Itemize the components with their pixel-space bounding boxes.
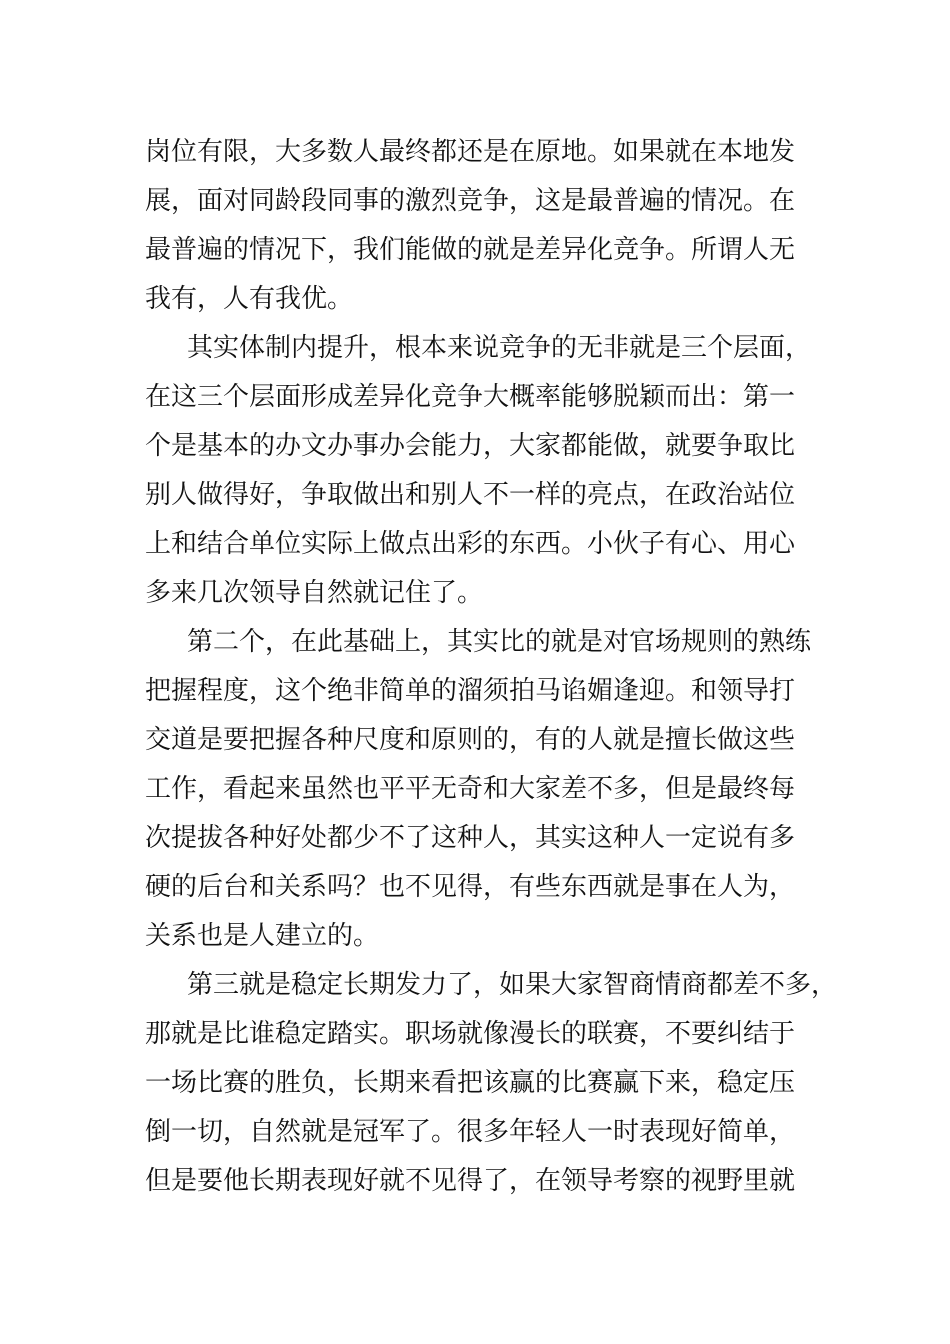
text-line: 工作，看起来虽然也平平无奇和大家差不多，但是最终每 (145, 774, 796, 804)
text-line: 展，面对同龄段同事的激烈竞争，这是最普遍的情况。在 (145, 186, 796, 216)
text-line: 最普遍的情况下，我们能做的就是差异化竞争。所谓人无 (145, 235, 796, 265)
text-line: 上和结合单位实际上做点出彩的东西。小伙子有心、用心 (145, 529, 796, 559)
text-line: 次提拔各种好处都少不了这种人，其实这种人一定说有多 (145, 823, 796, 853)
document-body (145, 128, 838, 1206)
text-line: 但是要他长期表现好就不见得了，在领导考察的视野里就 (145, 1166, 796, 1196)
text-line: 第二个，在此基础上，其实比的就是对官场规则的熟练 (187, 627, 812, 657)
text-line: 在这三个层面形成差异化竞争大概率能够脱颖而出：第一 (145, 382, 796, 412)
text-line: 第三就是稳定长期发力了，如果大家智商情商都差不多， (187, 970, 838, 1000)
text-line: 一场比赛的胜负，长期来看把该赢的比赛赢下来，稳定压 (145, 1068, 796, 1098)
text-line: 关系也是人建立的。 (145, 921, 380, 951)
text-line: 我有，人有我优。 (145, 284, 354, 314)
text-line: 个是基本的办文办事办会能力，大家都能做，就要争取比 (145, 431, 796, 461)
text-line: 倒一切，自然就是冠军了。很多年轻人一时表现好简单， (145, 1117, 796, 1147)
text-line: 别人做得好，争取做出和别人不一样的亮点，在政治站位 (145, 480, 796, 510)
text-line: 硬的后台和关系吗？也不见得，有些东西就是事在人为， (145, 872, 796, 902)
text-line: 把握程度，这个绝非简单的溜须拍马谄媚逢迎。和领导打 (145, 676, 796, 706)
text-line: 多来几次领导自然就记住了。 (145, 578, 484, 608)
text-line: 岗位有限，大多数人最终都还是在原地。如果就在本地发 (145, 137, 796, 167)
text-line: 交道是要把握各种尺度和原则的，有的人就是擅长做这些 (145, 725, 796, 755)
text-line: 那就是比谁稳定踏实。职场就像漫长的联赛，不要纠结于 (145, 1019, 796, 1049)
text-line: 其实体制内提升，根本来说竞争的无非就是三个层面， (187, 333, 812, 363)
